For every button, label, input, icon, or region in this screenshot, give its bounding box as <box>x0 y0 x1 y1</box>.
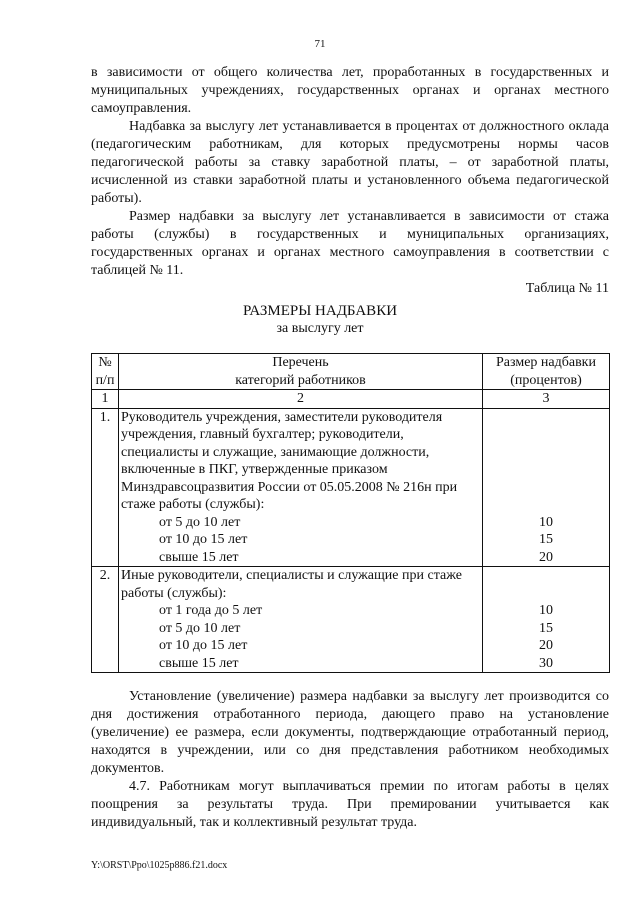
numbering-cell-3: 3 <box>483 390 610 409</box>
paragraph-allowance-definition: Надбавка за выслугу лет устанавливается в процентах от должностного оклада (педагогическим работникам, для которых предусмотрены нормы часов педагогической работы за ставку заработной платы, – от заработной платы, исчисленной из ставки заработной платы и установленного объема педагогической работы). <box>91 119 609 206</box>
header-category-line2: категорий работников <box>235 372 366 388</box>
allowance-value: 30 <box>539 655 553 671</box>
seniority-range: от 10 до 15 лет <box>159 638 248 653</box>
seniority-range: от 5 до 10 лет <box>159 620 241 636</box>
paragraph-continuation: в зависимости от общего количества лет, проработанных в государственных и муниципальных учреждениях, государственных органах и органах местного самоуправления. <box>91 65 609 116</box>
header-category-line1: Перечень <box>272 355 329 370</box>
paragraph-allowance-size: Размер надбавки за выслугу лет устанавливается в зависимости от стажа работы (службы) в государственных и муниципальных организациях, государственных органах и органах местного самоуправления в соответствии с таблицей № 11. <box>91 209 609 278</box>
row-description: Иные руководители, специалисты и служащие при стаже работы (службы): <box>121 568 462 601</box>
allowance-table <box>91 353 610 673</box>
table-title: РАЗМЕРЫ НАДБАВКИ <box>242 303 398 319</box>
allowance-value: 15 <box>539 532 553 547</box>
table-header-row <box>92 354 610 390</box>
table-row <box>92 567 610 673</box>
paragraph-bonuses: 4.7. Работникам могут выплачиваться премии по итогам работы в целях поощрения за результаты труда. При премировании учитывается как индивидуальный, так и коллективный результат труда. <box>91 779 609 830</box>
row-number: 1. <box>92 408 119 567</box>
header-number-cell <box>92 354 119 390</box>
seniority-range: свыше 15 лет <box>159 655 239 671</box>
closing-text <box>91 688 609 832</box>
row-description: Руководитель учреждения, заместители руководителя учреждения, главный бухгалтер; руководители, специалисты и служащие, занимающие должности, включенные в ПКГ, утвержденные приказом Минздравсоцразвития России от 05.05.2008 № 216н при стаже работы (службы): <box>121 409 458 512</box>
file-path-footer: Y:\ORST\Ppo\1025p886.f21.docx <box>91 860 228 871</box>
numbering-cell-1: 1 <box>92 390 119 409</box>
row-number: 2. <box>92 567 119 673</box>
header-size-line2: (процентов) <box>510 372 582 388</box>
intro-text <box>91 64 609 298</box>
header-size-line1: Размер надбавки <box>496 355 596 370</box>
row-values-cell <box>483 567 610 673</box>
allowance-value: 10 <box>539 603 553 618</box>
allowance-value: 20 <box>539 549 553 565</box>
allowance-value: 20 <box>539 638 553 653</box>
row-description-cell <box>119 408 483 567</box>
table-label: Таблица № 11 <box>525 281 609 296</box>
paragraph-establishment: Установление (увеличение) размера надбавки за выслугу лет производится со дня достижения отработанного периода, дающего право на установление (увеличение) ее размера, если документы, подтверждающие отработанный период, находятся в учреждении, или со дня представления работником необходимых документов. <box>91 689 609 776</box>
header-size-cell <box>483 354 610 390</box>
seniority-range: от 5 до 10 лет <box>159 514 241 530</box>
table-row <box>92 408 610 567</box>
allowance-value: 10 <box>539 514 553 530</box>
header-category-cell <box>119 354 483 390</box>
seniority-range: от 10 до 15 лет <box>159 532 248 547</box>
header-number-line1: № <box>98 355 112 370</box>
allowance-value: 15 <box>539 620 553 636</box>
table-numbering-row <box>92 390 610 409</box>
seniority-range: от 1 года до 5 лет <box>159 603 263 618</box>
table-subtitle: за выслугу лет <box>276 321 364 336</box>
header-number-line2: п/п <box>95 372 115 388</box>
numbering-cell-2: 2 <box>119 390 483 409</box>
page-number: 71 <box>314 38 326 50</box>
seniority-range: свыше 15 лет <box>159 549 239 565</box>
row-values-cell <box>483 408 610 567</box>
row-description-cell <box>119 567 483 673</box>
